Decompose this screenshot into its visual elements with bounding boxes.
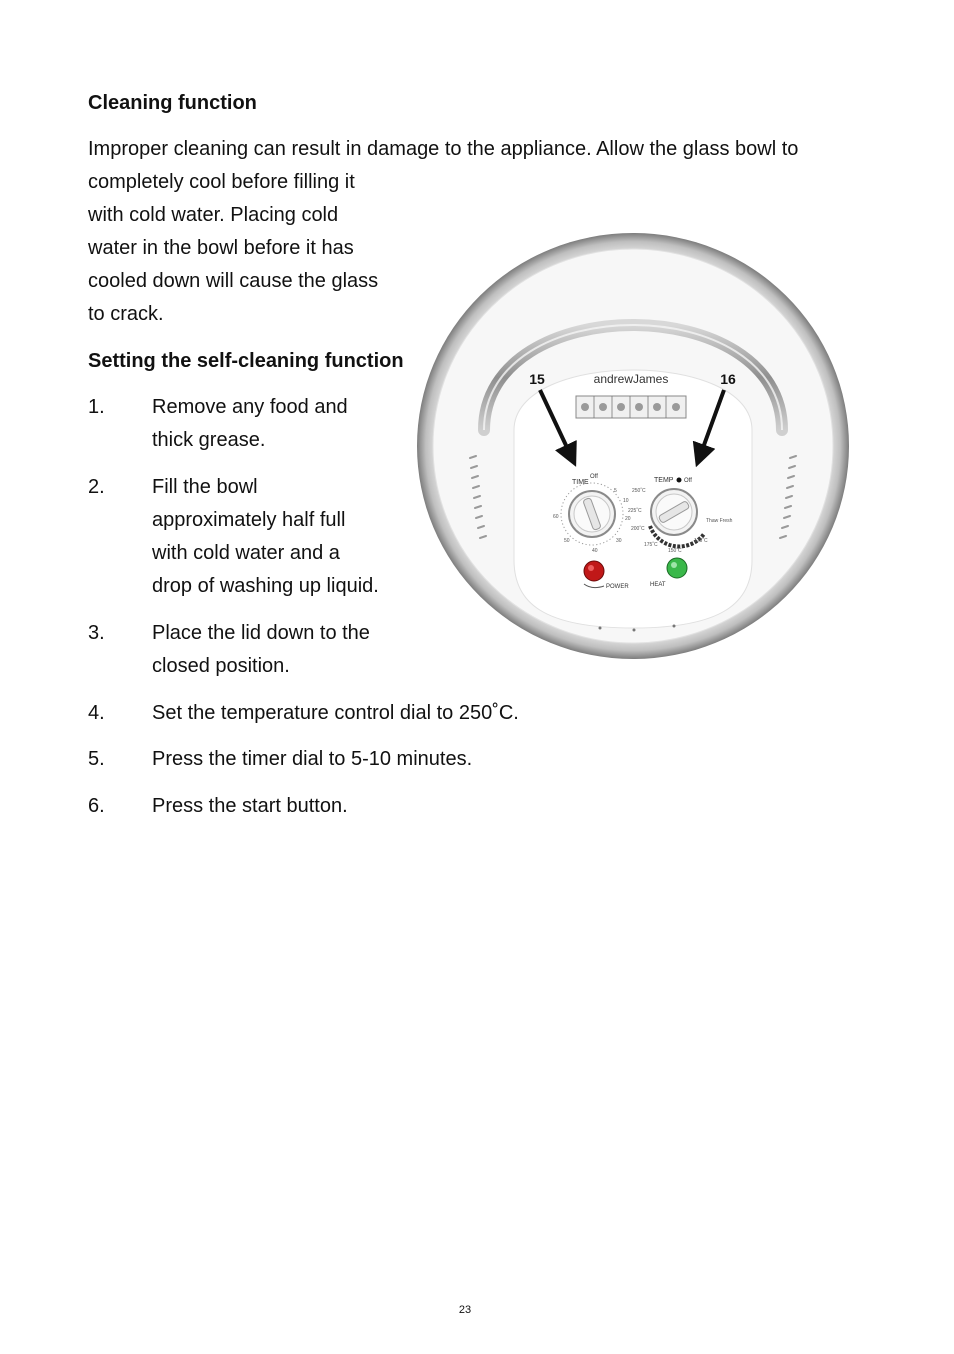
power-light (584, 561, 604, 581)
thaw-fresh-label: Thaw Fresh (706, 518, 733, 524)
timer-off-label: Off (590, 474, 598, 480)
paragraph-line: water in the bowl before it has (88, 237, 354, 259)
step-number: 2. (88, 476, 105, 498)
page-number: 23 (458, 1304, 472, 1316)
step-text: approximately half full (152, 509, 346, 531)
timer-mark: 20 (625, 516, 631, 522)
step-text: Press the timer dial to 5-10 minutes. (152, 748, 473, 770)
step-text: Remove any food and (152, 396, 348, 418)
cooking-guide-strip (576, 396, 686, 418)
temperature-mark: 250˚C (632, 488, 646, 494)
step-number: 6. (88, 795, 105, 817)
timer-mark: 60 (553, 514, 559, 520)
paragraph-line: cooled down will cause the glass (88, 270, 379, 292)
temperature-mark: 225˚C (628, 508, 642, 514)
halogen-oven-lid-illustration (414, 230, 852, 662)
temperature-mark: 200˚C (631, 526, 645, 532)
timer-mark: 10 (623, 498, 629, 504)
paragraph-line: to crack. (88, 303, 164, 325)
section-heading-self-cleaning: Setting the self-cleaning function (88, 350, 404, 372)
temperature-mark: 150˚C (668, 548, 682, 554)
heat-light (667, 558, 687, 578)
power-label: POWER (606, 584, 629, 590)
timer-mark: 30 (616, 538, 622, 544)
temperature-mark: 125˚C (694, 538, 708, 544)
step-number: 3. (88, 622, 105, 644)
paragraph-line: with cold water. Placing cold (88, 204, 339, 226)
step-text: Place the lid down to the (152, 622, 370, 644)
step-number: 1. (88, 396, 105, 418)
step-text: drop of washing up liquid. (152, 575, 379, 597)
step-number: 5. (88, 748, 105, 770)
step-text: with cold water and a (152, 542, 340, 564)
timer-mark: 40 (592, 548, 598, 554)
step-text: Press the start button. (152, 795, 348, 817)
timer-label: TIME (572, 479, 589, 486)
callout-16: 16 (720, 371, 736, 387)
heat-label: HEAT (650, 582, 666, 588)
paragraph-line: Improper cleaning can result in damage to the appliance. Allow the glass bowl to (88, 138, 799, 160)
temperature-off-label: Off (684, 478, 692, 484)
brand-logo: andrewJames (593, 372, 669, 386)
temperature-mark: 175˚C (644, 542, 658, 548)
step-number: 4. (88, 702, 105, 724)
temperature-label: TEMP (654, 477, 674, 484)
step-text: closed position. (152, 655, 290, 677)
paragraph-line: completely cool before filling it (88, 171, 355, 193)
timer-mark: 5 (614, 488, 617, 494)
callout-15: 15 (529, 371, 545, 387)
section-heading-cleaning: Cleaning function (88, 92, 257, 114)
timer-mark: 50 (564, 538, 570, 544)
step-text: Fill the bowl (152, 476, 258, 498)
step-text: Set the temperature control dial to 250˚C. (152, 702, 519, 724)
step-text: thick grease. (152, 429, 266, 451)
